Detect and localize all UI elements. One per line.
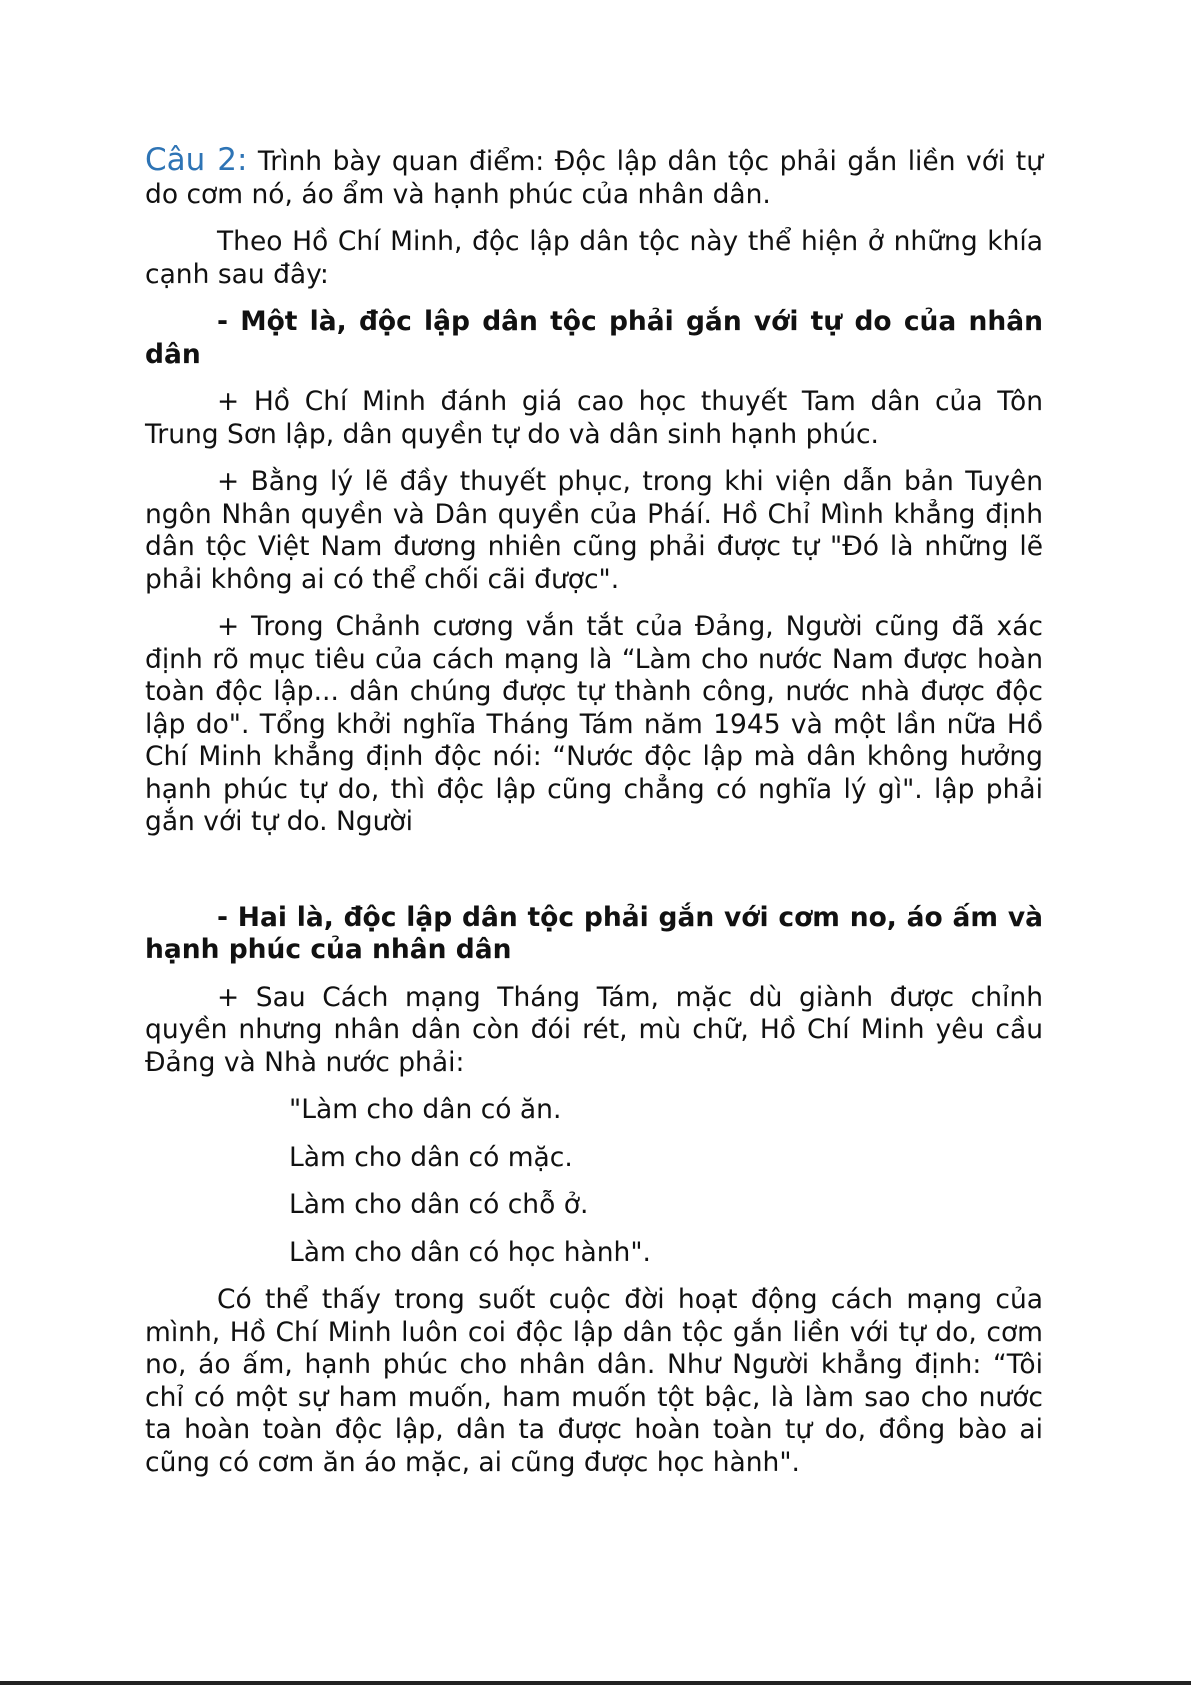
intro-paragraph: Theo Hồ Chí Minh, độc lập dân tộc này thể hiện ở những khía cạnh sau đây: bbox=[145, 226, 1043, 290]
paragraph-gap bbox=[145, 854, 1043, 902]
quote-line-2: Làm cho dân có mặc. bbox=[289, 1141, 573, 1173]
page-bottom-rule bbox=[0, 1681, 1191, 1685]
question-paragraph bbox=[145, 144, 1043, 211]
section-2-heading: - Hai là, độc lập dân tộc phải gắn với cơm no, áo ấm và hạnh phúc của nhân dân bbox=[145, 901, 1043, 965]
question-label: Câu 2: bbox=[145, 142, 248, 178]
conclusion-paragraph: Có thể thấy trong suốt cuộc đời hoạt động cách mạng của mình, Hồ Chí Minh luôn coi độc lập dân tộc gắn liền với tự do, cơm no, áo ấm, hạnh phúc cho nhân dân. Như Người khẳng định: “Tôi chỉ có một sự ham muốn, ham muốn tột bậc, là làm sao cho nước ta hoàn toàn độc lập, dân ta được hoàn toàn tự do, đồng bào ai cũng có cơm ăn áo mặc, ai cũng được học hành". bbox=[145, 1284, 1043, 1478]
section-1-point-2: + Bằng lý lẽ đầy thuyết phục, trong khi viện dẫn bản Tuyên ngôn Nhân quyền và Dân quyền của Pháí. Hồ Chỉ Mình khẳng định dân tộc Việt Nam đương nhiên cũng phải được tự "Đó là những lẽ phải không ai có thể chối cãi được". bbox=[145, 466, 1043, 595]
quote-line-3: Làm cho dân có chỗ ở. bbox=[289, 1189, 589, 1220]
quote-line-4: Làm cho dân có học hành". bbox=[289, 1236, 651, 1268]
section-1-point-1: + Hồ Chí Minh đánh giá cao học thuyết Tam dân của Tôn Trung Sơn lập, dân quyền tự do và dân sinh hạnh phúc. bbox=[145, 386, 1043, 450]
quote-line-1: "Làm cho dân có ăn. bbox=[289, 1094, 562, 1125]
question-text: Trình bày quan điểm: Độc lập dân tộc phải gắn liền với tự do cơm nó, áo ẩm và hạnh phúc của nhân dân. bbox=[145, 146, 1043, 210]
document-page bbox=[145, 144, 1043, 1494]
section-2-point: + Sau Cách mạng Tháng Tám, mặc dù giành được chỉnh quyền nhưng nhân dân còn đói rét, mù chữ, Hồ Chí Minh yêu cầu Đảng và Nhà nước phải: bbox=[145, 981, 1043, 1078]
section-1-point-3: + Trong Chảnh cương vắn tắt của Đảng, Người cũng đã xác định rõ mục tiêu của cách mạng là “Làm cho nước Nam được hoàn toàn độc lập... dân chúng được tự thành công, nước nhà được độc lập do". Tổng khởi nghĩa Tháng Tám năm 1945 và một lần nữa Hồ Chí Minh khẳng định độc nói: “Nước độc lập mà dân không hưởng hạnh phúc tự do, thì độc lập cũng chẳng có nghĩa lý gì". lập phải gắn với tự do. Người bbox=[145, 611, 1043, 837]
section-1-heading: - Một là, độc lập dân tộc phải gắn với tự do của nhân dân bbox=[145, 306, 1043, 370]
